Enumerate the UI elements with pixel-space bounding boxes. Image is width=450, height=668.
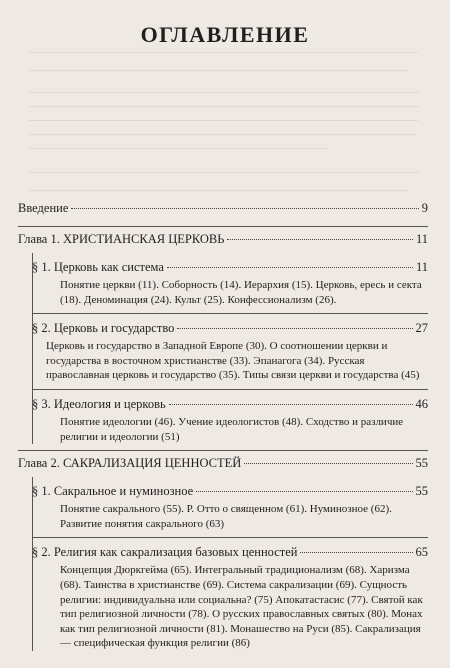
toc-section-1-3[interactable] (18, 390, 428, 415)
leader-dots (71, 207, 418, 209)
chapter-page: 11 (415, 232, 428, 246)
leader-dots (169, 403, 413, 405)
chapter-label: Глава 2. САКРАЛИЗАЦИЯ ЦЕННОСТЕЙ (18, 456, 242, 471)
toc-section-2-2[interactable] (18, 538, 428, 563)
toc-chapter-2[interactable] (18, 451, 428, 477)
table-of-contents (18, 200, 428, 657)
section-description: Понятие сакрального (55). Р. Отто о священном (61). Нуминозное (62). Развитие понятия сакрального (63) (60, 503, 392, 530)
section-label: § 2. Церковь и государство (32, 321, 175, 336)
leader-dots (196, 490, 412, 492)
vertical-rule (32, 477, 33, 651)
section-description: Церковь и государство в Западной Европе (30). О соотношении церкви и государства в восточном христианстве (33). Эпанагога (34). Русская православная церковь и государство (35). Типы связи церкви и государства (45) (46, 340, 420, 382)
section-label: § 3. Идеология и церковь (32, 396, 166, 411)
vertical-rule (32, 253, 33, 444)
toc-section-1-1[interactable] (18, 253, 428, 278)
leader-dots (177, 327, 412, 329)
leader-dots (300, 551, 412, 553)
toc-entry-label: Введение (18, 201, 69, 215)
leader-dots (167, 266, 413, 268)
section-page: 11 (415, 260, 428, 274)
section-label: § 2. Религия как сакрализация базовых ценностей (32, 545, 298, 560)
page-title: ОГЛАВЛЕНИЕ (140, 22, 310, 47)
toc-section-2-1[interactable] (18, 477, 428, 502)
section-label: § 1. Сакральное и нуминозное (32, 484, 194, 499)
chapter-label: Глава 1. ХРИСТИАНСКАЯ ЦЕРКОВЬ (18, 232, 225, 246)
chapter-page: 55 (415, 456, 428, 471)
toc-section-1-2[interactable] (18, 314, 428, 339)
section-description: Понятие церкви (11). Соборность (14). Иерархия (15). Церковь, ересь и секта (18). Деноминация (24). Культ (25). Конфессионализм (26). (60, 279, 422, 306)
toc-entry-page: 9 (421, 201, 428, 215)
chapter-1-sections (18, 253, 428, 444)
section-description: Понятие идеологии (46). Учение идеологистов (48). Сходство и различие религии и идеологии (51) (60, 415, 404, 443)
section-description: Концепция Дюркгейма (65). Интегральный традиционализм (68). Харизма (68). Таинства в христианстве (69). Система сакрализации (69). Сущность религии: индивидуальна или социальна? (75) Апокатастасис (77). Святой как тип религиозной личности (78). О русских православных святых (80). Монах как тип религиозной личности (81). Монашество на Руси (85). Сакрализация — специфическая функция религии (86) (60, 564, 423, 650)
chapter-2-sections (18, 477, 428, 651)
toc-entry-intro[interactable] (18, 200, 428, 216)
leader-dots (244, 462, 412, 464)
section-page: 55 (415, 484, 428, 499)
section-page: 46 (415, 396, 428, 411)
section-label: § 1. Церковь как система (32, 260, 164, 274)
section-page: 27 (415, 321, 428, 336)
leader-dots (227, 238, 413, 240)
toc-chapter-1[interactable] (18, 227, 428, 253)
section-page: 65 (415, 545, 428, 560)
